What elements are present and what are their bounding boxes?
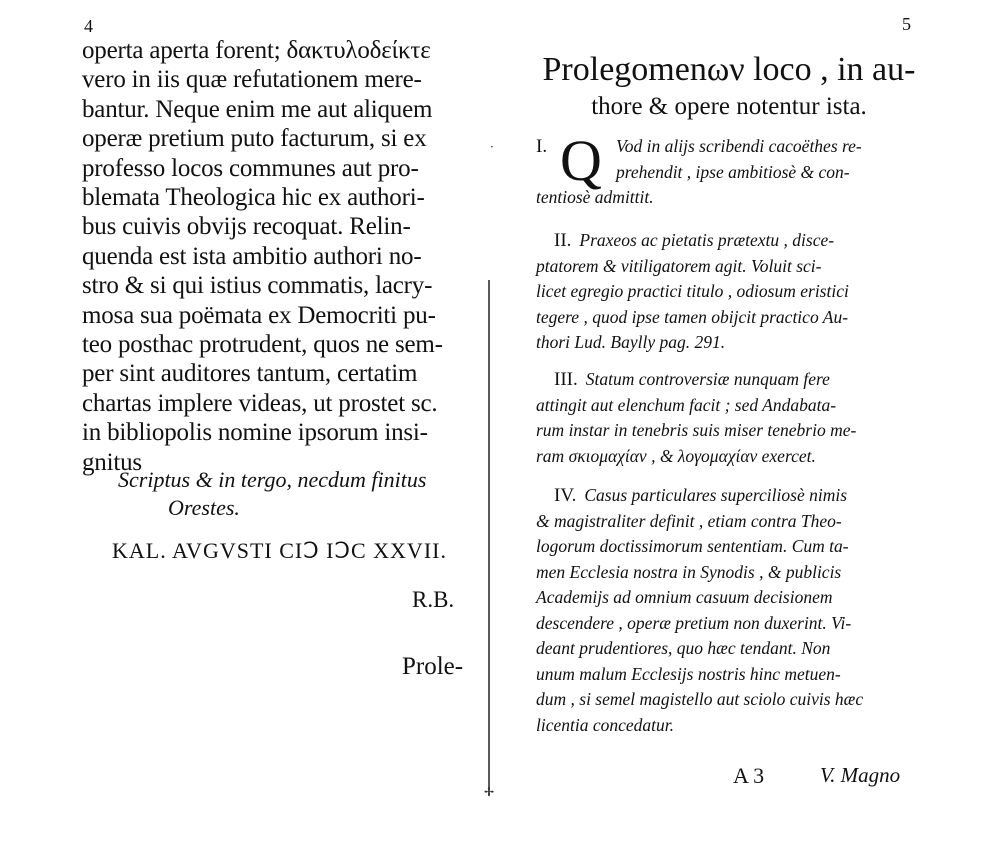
section-line: tentiosè admittit. [536,187,654,207]
gutter-ornament-icon: ✢ [484,785,495,799]
text-line: mosa sua poëmata ex Democriti pu- [82,301,436,329]
text-line: stro & si qui istius commatis, lacry- [82,272,433,300]
text-line: teo posthac protrudent, quos ne sem- [82,331,443,359]
date-line: KAL. AVGVSTI CIↃ IↃC XXVII. [112,538,447,563]
text-line: bus cuivis obvijs recoquat. Relin- [82,213,411,241]
text-line: blemata Theologica hic ex authori- [82,184,425,212]
left-page-body [82,36,467,477]
text-line: per sint auditores tantum, certatim [82,360,418,388]
section-line: tegere , quod ipse tamen obijcit practico Au- [536,306,849,327]
section-line: rum instar in tenebris suis miser tenebrio me- [536,420,857,440]
section-numeral: II. [554,230,572,251]
section-2 [536,228,926,356]
section-line: & magistraliter definit , etiam contra Theo- [536,510,842,531]
gutter-dot: · [490,140,494,154]
section-line: licentia concedatur. [536,714,675,735]
left-page-number: 4 [84,16,93,36]
page-title [534,50,924,124]
catchword-text: V. Magno [820,763,901,787]
section-line: dum , si semel magistello aut sciolo cuivis hæc [536,689,864,709]
section-1 [536,128,926,211]
section-line: attingit aut elenchum facit ; sed Andabata- [536,394,837,415]
section-numeral: I. [536,136,548,157]
title-line: Prolegomenων loco , in au- [542,51,916,88]
section-line: licet egregio practici titulo , odiosum eristici [536,281,849,301]
right-catchword [820,763,900,788]
text-line: bantur. Neque enim me aut aliquem [82,95,433,123]
scriptus-line: Orestes. [168,495,240,520]
section-line: Praxeos ac pietatis prætextu , discе- [579,230,835,250]
right-page-number: 5 [902,14,911,34]
scriptus-line: Scriptus & in tergo, necdum finitus [118,467,427,492]
section-numeral: IV. [554,485,577,506]
section-line: Academijs ad omnium casuum decisionem [536,587,833,607]
left-catchword: Prole- [402,653,464,680]
section-line: men Ecclesia nostra in Synodis , & publicis [536,561,842,582]
section-line: prehendit , ipse ambitiosè & con- [616,161,850,182]
section-3 [536,367,926,469]
section-line: unum malum Ecclesijs nostris hinc metuen- [536,663,841,684]
section-line: deant prudentiores, quo hæc tendant. Non [536,638,831,658]
section-numeral: III. [554,369,578,390]
page-gutter [488,280,490,795]
section-line: thori Lud. Baylly pag. 291. [536,332,726,352]
text-line: quenda est ista ambitio authori no- [82,242,422,270]
text-line: chartas implere videas, ut prostet sc. [82,389,438,417]
text-line: vero in iis quæ refutationem mere- [82,66,422,94]
author-initials: R.B. [412,587,455,612]
signature-mark: A 3 [733,763,765,788]
text-line: operta aperta forent; δακτυλοδείκτε [82,37,431,64]
section-line: logorum doctissimorum sententiam. Cum ta- [536,536,849,556]
section-line: Statum controversiæ nunquam fere [585,369,830,389]
scriptus-note [118,466,478,522]
section-line: Casus particulares superciliosè nimis [584,485,848,505]
text-line: in bibliopolis nomine ipsorum insi- [82,419,428,447]
text-line: operæ pretium puto facturum, si ex [82,125,427,153]
section-line: Vod in alijs scribendi cacoëthes re- [616,136,862,156]
title-line: thore & opere notentur ista. [591,93,867,120]
section-line: descendere , operæ pretium non duxerint. Vi- [536,612,852,633]
text-line: professo locos communes aut pro- [82,154,419,182]
text-line: gnitus [82,448,142,476]
drop-cap: Q [560,128,602,193]
section-line: ptatorem & vitiligatorem agit. Voluit sci- [536,255,822,276]
section-4 [536,483,926,738]
section-line: ram σκιομαχίαν , & λογομαχίαν exercet. [536,445,816,466]
